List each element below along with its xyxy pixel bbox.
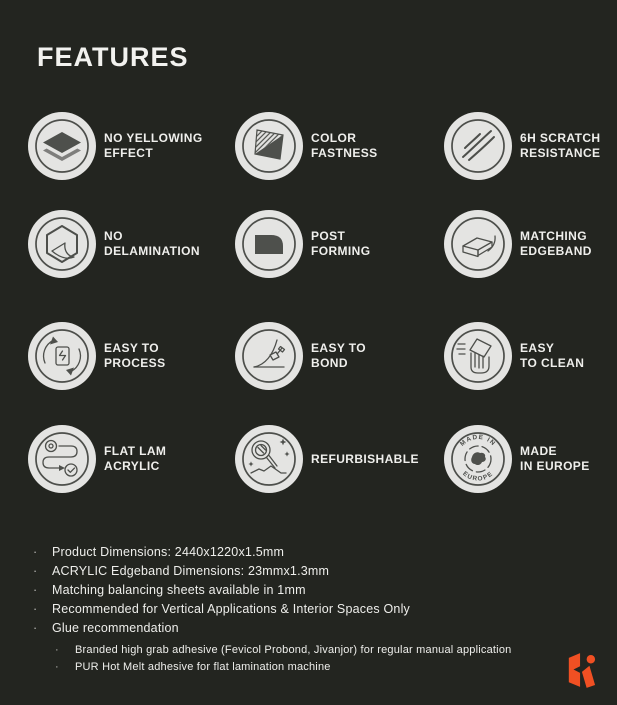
feature-label: NO YELLOWING EFFECT (104, 131, 203, 160)
made-in-europe-stamp-icon (444, 425, 512, 493)
feature-label: POST FORMING (311, 229, 371, 258)
bullet-icon: · (33, 564, 38, 578)
feature-label: MADE IN EUROPE (520, 444, 590, 473)
spec-item: · Product Dimensions: 2440x1220x1.5mm (33, 543, 598, 562)
features-row-2 (28, 210, 603, 278)
features-row-3 (28, 322, 603, 390)
glue-brush-icon (235, 322, 303, 390)
feature-post-forming (235, 210, 444, 278)
feature-label: EASY TO BOND (311, 341, 367, 370)
spec-sub-item: · PUR Hot Melt adhesive for flat lamination machine (55, 659, 598, 676)
features-row-4 (28, 425, 603, 493)
feature-color-fastness (235, 112, 444, 180)
feature-scratch-resistance (444, 112, 603, 180)
color-swatch-icon (235, 112, 303, 180)
spec-sub-item: · Branded high grab adhesive (Fevicol Probond, Jivanjor) for regular manual application (55, 642, 598, 659)
feature-matching-edgeband (444, 210, 603, 278)
wiping-hand-icon (444, 322, 512, 390)
brand-logo-icon (566, 651, 596, 689)
features-row-1 (28, 112, 603, 180)
feature-label: REFURBISHABLE (311, 451, 419, 466)
page-title: FEATURES (37, 42, 189, 72)
spec-item: · Recommended for Vertical Applications & Interior Spaces Only (33, 600, 598, 619)
layers-icon (28, 112, 96, 180)
scratch-marks-icon (444, 112, 512, 180)
feature-no-delamination (28, 210, 235, 278)
flow-steps-icon (28, 425, 96, 493)
features-grid (28, 112, 603, 493)
process-arrows-icon (28, 322, 96, 390)
feature-label: COLOR FASTNESS (311, 131, 378, 160)
svg-text:EUROPE: EUROPE (461, 470, 495, 483)
bullet-icon: · (55, 661, 59, 673)
edgeband-board-icon (444, 210, 512, 278)
feature-label: FLAT LAM ACRYLIC (104, 444, 167, 473)
feature-no-yellowing-effect (28, 112, 235, 180)
spec-item: · Matching balancing sheets available in 1mm (33, 581, 598, 600)
spec-item: · Glue recommendation (33, 619, 598, 638)
spec-item: · ACRYLIC Edgeband Dimensions: 23mmx1.3mm (33, 562, 598, 581)
feature-easy-to-bond (235, 322, 444, 390)
peel-hexagon-icon (28, 210, 96, 278)
bullet-icon: · (33, 545, 38, 559)
feature-flat-lam-acrylic (28, 425, 235, 493)
feature-label: MATCHING EDGEBAND (520, 229, 592, 258)
feature-easy-to-process (28, 322, 235, 390)
feature-label: EASY TO CLEAN (520, 341, 585, 370)
bullet-icon: · (33, 602, 38, 616)
spec-list (33, 543, 598, 676)
glue-sub-list (55, 642, 598, 676)
bullet-icon: · (33, 583, 38, 597)
feature-label: NO DELAMINATION (104, 229, 200, 258)
bullet-icon: · (33, 621, 38, 635)
polisher-icon (235, 425, 303, 493)
svg-text:MADE IN: MADE IN (458, 433, 498, 448)
feature-made-in-europe (444, 425, 603, 493)
feature-label: EASY TO PROCESS (104, 341, 166, 370)
feature-label: 6H SCRATCH RESISTANCE (520, 131, 601, 160)
rounded-panel-icon (235, 210, 303, 278)
feature-refurbishable (235, 425, 444, 493)
feature-easy-to-clean (444, 322, 603, 390)
bullet-icon: · (55, 644, 59, 656)
